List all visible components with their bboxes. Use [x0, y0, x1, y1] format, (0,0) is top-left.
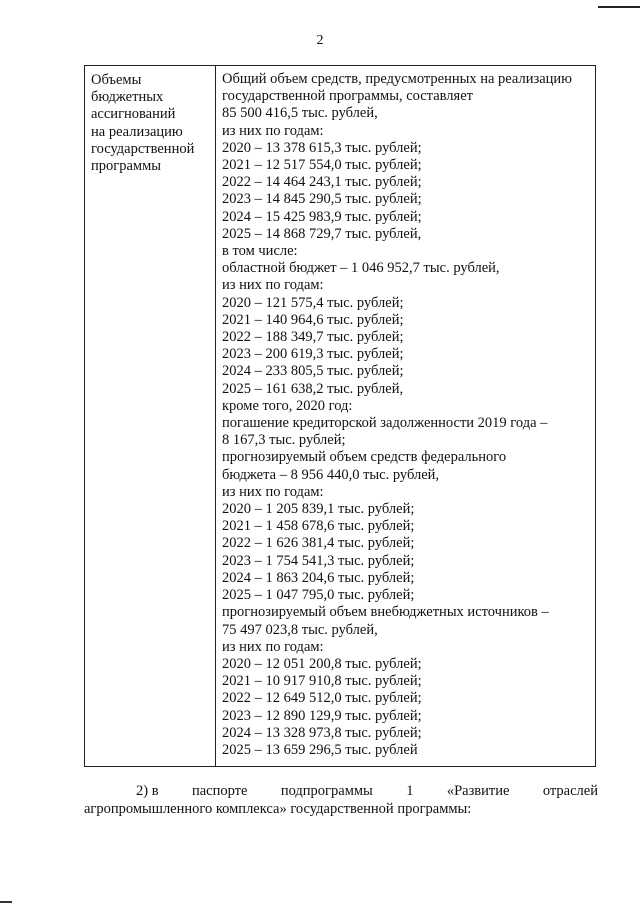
value-line: прогнозируемый объем внебюджетных источников – [222, 604, 549, 621]
paragraph-word: 1 [406, 783, 414, 799]
label-line: ассигнований [91, 106, 176, 123]
bottom-scan-mark [0, 901, 12, 903]
label-line: программы [91, 158, 161, 175]
value-line: 2022 – 1 626 381,4 тыс. рублей; [222, 535, 415, 552]
value-line: 2025 – 161 638,2 тыс. рублей, [222, 380, 404, 397]
budget-table [84, 65, 596, 767]
value-line: 2025 – 13 659 296,5 тыс. рублей [222, 741, 418, 758]
budget-value-cell [222, 71, 594, 759]
label-line: Объемы [91, 72, 142, 88]
value-line: 2025 – 1 047 795,0 тыс. рублей; [222, 587, 415, 604]
paragraph-word: отраслей [542, 783, 598, 799]
value-line: из них по годам: [222, 638, 324, 655]
label-line: на реализацию [91, 123, 183, 140]
value-line: 2024 – 233 805,5 тыс. рублей; [222, 363, 404, 380]
value-line: 8 167,3 тыс. рублей; [222, 432, 346, 449]
value-line: 2021 – 1 458 678,6 тыс. рублей; [222, 518, 415, 535]
value-line: 2024 – 1 863 204,6 тыс. рублей; [222, 569, 415, 586]
paragraph-word: 2) в [136, 783, 159, 799]
value-line: погашение кредиторской задолженности 2019 года – [222, 415, 548, 432]
value-line: 2022 – 188 349,7 тыс. рублей; [222, 329, 404, 346]
value-line: из них по годам: [222, 122, 324, 139]
value-line: прогнозируемый объем средств федерального [222, 449, 507, 466]
value-line: 2023 – 200 619,3 тыс. рублей; [222, 346, 404, 363]
value-line: кроме того, 2020 год: [222, 397, 353, 414]
paragraph-word: «Развитие [446, 783, 510, 799]
value-line: 2020 – 12 051 200,8 тыс. рублей; [222, 655, 422, 672]
value-line: 2023 – 12 890 129,9 тыс. рублей; [222, 707, 422, 724]
value-line: областной бюджет – 1 046 952,7 тыс. рублей, [222, 260, 500, 277]
value-line: 2024 – 13 328 973,8 тыс. рублей; [222, 724, 422, 741]
value-line: из них по годам: [222, 277, 324, 294]
value-line: 2020 – 1 205 839,1 тыс. рублей; [222, 501, 415, 518]
value-line: в том числе: [222, 243, 298, 260]
value-line: 85 500 416,5 тыс. рублей, [222, 105, 378, 122]
value-line: 2020 – 121 575,4 тыс. рублей; [222, 294, 404, 311]
value-line: 2021 – 140 964,6 тыс. рублей; [222, 311, 404, 328]
value-line: бюджета – 8 956 440,0 тыс. рублей, [222, 466, 440, 483]
label-line: государственной [91, 140, 195, 157]
value-line: 2021 – 12 517 554,0 тыс. рублей; [222, 157, 422, 174]
label-line: бюджетных [91, 89, 164, 106]
corner-scan-mark [598, 6, 640, 8]
value-line: 2020 – 13 378 615,3 тыс. рублей; [222, 139, 422, 156]
paragraph-second-line: агропромышленного комплекса» государственной программы: [84, 800, 472, 817]
page-number: 2 [316, 33, 324, 48]
paragraph-first-line [84, 783, 598, 801]
value-line: 2022 – 14 464 243,1 тыс. рублей; [222, 174, 422, 191]
column-divider [215, 66, 216, 766]
value-line: государственной программы, составляет [222, 88, 473, 105]
value-line: 75 497 023,8 тыс. рублей, [222, 621, 378, 638]
value-line: 2025 – 14 868 729,7 тыс. рублей, [222, 225, 422, 242]
amendment-paragraph [84, 783, 598, 818]
value-line: из них по годам: [222, 483, 324, 500]
value-line: 2024 – 15 425 983,9 тыс. рублей; [222, 208, 422, 225]
paragraph-word: подпрограммы [280, 783, 373, 799]
budget-label-cell [91, 72, 213, 175]
paragraph-word: паспорте [191, 783, 248, 799]
value-line: 2023 – 14 845 290,5 тыс. рублей; [222, 191, 422, 208]
value-line: Общий объем средств, предусмотренных на реализацию [222, 71, 572, 87]
value-line: 2023 – 1 754 541,3 тыс. рублей; [222, 552, 415, 569]
value-line: 2022 – 12 649 512,0 тыс. рублей; [222, 690, 422, 707]
value-line: 2021 – 10 917 910,8 тыс. рублей; [222, 673, 422, 690]
